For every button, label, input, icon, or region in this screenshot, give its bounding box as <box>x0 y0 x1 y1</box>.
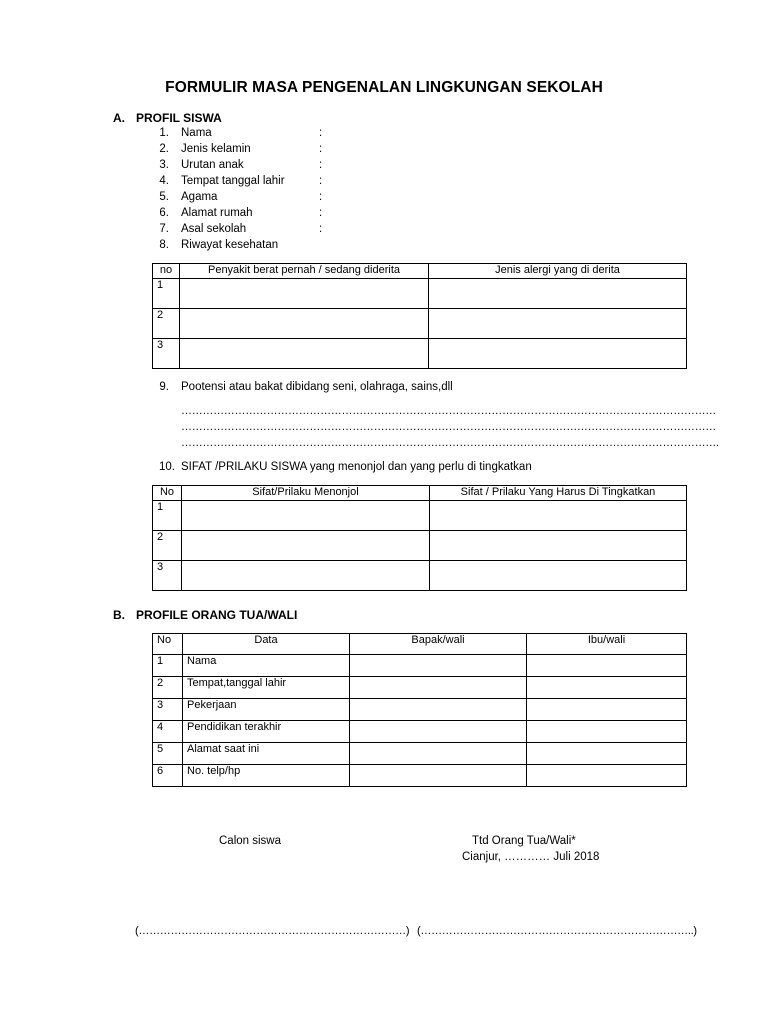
table-row <box>153 339 687 369</box>
row-label: Alamat saat ini <box>183 743 350 765</box>
row-label: No. telp/hp <box>183 765 350 787</box>
parent-signature-label: Ttd Orang Tua/Wali* <box>472 835 576 847</box>
trait-table <box>152 485 687 591</box>
field-colon: : <box>319 159 323 171</box>
field-number: 1. <box>159 127 169 139</box>
row-number: 3 <box>153 699 183 721</box>
talent-answer-line[interactable]: …………………………………………………………………………………………………………………………………… <box>181 421 717 433</box>
header-disease: Penyakit berat pernah / sedang diderita <box>180 264 429 279</box>
item-9-number: 9. <box>159 381 169 393</box>
father-cell[interactable] <box>350 743 527 765</box>
table-row <box>153 531 687 561</box>
table-header-row <box>153 634 687 655</box>
disease-cell[interactable] <box>180 339 429 369</box>
header-trait-to-improve: Sifat / Prilaku Yang Harus Di Tingkatkan <box>430 486 687 501</box>
field-colon: : <box>319 143 323 155</box>
row-label: Nama <box>183 655 350 677</box>
row-number: 2 <box>153 309 180 339</box>
table-row <box>153 677 687 699</box>
table-row <box>153 743 687 765</box>
field-label: Alamat rumah <box>181 207 253 219</box>
parent-table <box>152 633 687 787</box>
row-number: 1 <box>153 501 182 531</box>
mother-cell[interactable] <box>527 743 687 765</box>
header-no: No <box>153 634 183 655</box>
father-cell[interactable] <box>350 655 527 677</box>
form-title: FORMULIR MASA PENGENALAN LINGKUNGAN SEKOLAH <box>165 79 603 96</box>
field-number: 4. <box>159 175 169 187</box>
field-number: 6. <box>159 207 169 219</box>
field-answer[interactable] <box>330 143 630 157</box>
table-header-row <box>153 264 687 279</box>
field-answer[interactable] <box>330 127 630 141</box>
section-b-heading: PROFILE ORANG TUA/WALI <box>136 608 298 622</box>
table-header-row <box>153 486 687 501</box>
field-number: 3. <box>159 159 169 171</box>
header-allergy: Jenis alergi yang di derita <box>429 264 687 279</box>
row-label: Tempat,tanggal lahir <box>183 677 350 699</box>
father-cell[interactable] <box>350 721 527 743</box>
table-row <box>153 309 687 339</box>
field-label: Agama <box>181 191 218 203</box>
field-colon: : <box>319 223 323 235</box>
field-answer[interactable] <box>330 191 630 205</box>
allergy-cell[interactable] <box>429 339 687 369</box>
health-table <box>152 263 687 369</box>
header-mother: Ibu/wali <box>527 634 687 655</box>
prominent-trait-cell[interactable] <box>182 561 430 591</box>
mother-cell[interactable] <box>527 765 687 787</box>
item-10-label: SIFAT /PRILAKU SISWA yang menonjol dan yang perlu di tingkatkan <box>181 461 532 473</box>
field-number: 5. <box>159 191 169 203</box>
section-a-heading: PROFIL SISWA <box>136 111 222 125</box>
header-father: Bapak/wali <box>350 634 527 655</box>
mother-cell[interactable] <box>527 677 687 699</box>
header-no: No <box>153 486 182 501</box>
section-b-letter: B. <box>113 608 125 622</box>
disease-cell[interactable] <box>180 309 429 339</box>
row-number: 6 <box>153 765 183 787</box>
field-number: 2. <box>159 143 169 155</box>
field-number: 8. <box>159 239 169 251</box>
mother-cell[interactable] <box>527 655 687 677</box>
field-label: Jenis kelamin <box>181 143 251 155</box>
field-answer[interactable] <box>330 159 630 173</box>
disease-cell[interactable] <box>180 279 429 309</box>
field-colon: : <box>319 191 323 203</box>
header-prominent-trait: Sifat/Prilaku Menonjol <box>182 486 430 501</box>
section-a-letter: A. <box>113 111 125 125</box>
table-row <box>153 655 687 677</box>
field-label: Urutan anak <box>181 159 244 171</box>
field-label: Tempat tanggal lahir <box>181 175 285 187</box>
item-10-number: 10. <box>159 461 175 473</box>
row-number: 4 <box>153 721 183 743</box>
row-number: 1 <box>153 655 183 677</box>
trait-to-improve-cell[interactable] <box>430 531 687 561</box>
place-date: Cianjur, ………… Juli 2018 <box>462 851 600 863</box>
field-answer[interactable] <box>330 175 630 189</box>
row-number: 2 <box>153 531 182 561</box>
header-data: Data <box>183 634 350 655</box>
field-answer[interactable] <box>330 207 630 221</box>
field-label: Riwayat kesehatan <box>181 239 279 251</box>
row-number: 3 <box>153 561 182 591</box>
field-colon: : <box>319 207 323 219</box>
row-label: Pekerjaan <box>183 699 350 721</box>
field-answer[interactable] <box>330 223 630 237</box>
trait-to-improve-cell[interactable] <box>430 561 687 591</box>
row-number: 5 <box>153 743 183 765</box>
father-cell[interactable] <box>350 699 527 721</box>
allergy-cell[interactable] <box>429 279 687 309</box>
talent-answer-line[interactable]: …………………………………………………………………………………………………………………………………… <box>181 405 717 417</box>
row-number: 1 <box>153 279 180 309</box>
father-cell[interactable] <box>350 677 527 699</box>
table-row <box>153 501 687 531</box>
field-label: Asal sekolah <box>181 223 247 235</box>
table-row <box>153 699 687 721</box>
row-label: Pendidikan terakhir <box>183 721 350 743</box>
father-cell[interactable] <box>350 765 527 787</box>
table-row <box>153 561 687 591</box>
table-row <box>153 765 687 787</box>
prominent-trait-cell[interactable] <box>182 501 430 531</box>
field-number: 7. <box>159 223 169 235</box>
table-row <box>153 721 687 743</box>
talent-answer-line[interactable]: ……………………………………………………………………………………………………………………………………. <box>181 437 719 449</box>
field-answer[interactable] <box>330 239 630 253</box>
field-colon: : <box>319 175 323 187</box>
prominent-trait-cell[interactable] <box>182 531 430 561</box>
student-signature-line[interactable]: (…………………………………………………………………) <box>135 925 410 937</box>
item-9-label: Pootensi atau bakat dibidang seni, olahraga, sains,dll <box>181 381 453 393</box>
row-number: 3 <box>153 339 180 369</box>
table-row <box>153 279 687 309</box>
header-no: no <box>153 264 180 279</box>
mother-cell[interactable] <box>527 699 687 721</box>
parent-signature-line[interactable]: (…………………………………………………………………..) <box>417 925 697 937</box>
trait-to-improve-cell[interactable] <box>430 501 687 531</box>
allergy-cell[interactable] <box>429 309 687 339</box>
field-colon: : <box>319 127 323 139</box>
row-number: 2 <box>153 677 183 699</box>
student-signature-label: Calon siswa <box>219 835 281 847</box>
field-label: Nama <box>181 127 212 139</box>
mother-cell[interactable] <box>527 721 687 743</box>
